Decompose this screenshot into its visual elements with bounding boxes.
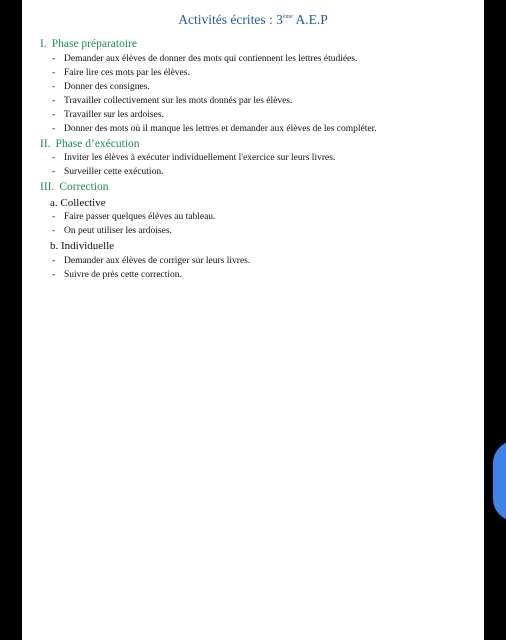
document-page xyxy=(22,0,484,640)
subheading-individual: b. Individuelle xyxy=(50,240,115,252)
list-item: - Inviter les élèves à exécuter individuellement l'exercice sur leurs livres. xyxy=(52,153,336,163)
section-label: Phase préparatoire xyxy=(51,38,137,50)
list-item: - On peut utiliser les ardoises. xyxy=(52,226,172,236)
section-label: Phase d’exécution xyxy=(55,138,140,150)
list-item: - Travailler collectivement sur les mots donnés par les élèves. xyxy=(52,96,293,106)
title-main: Activités écrites : 3 xyxy=(178,12,283,27)
section-number: III. xyxy=(40,181,55,193)
title-rest: A.E.P xyxy=(292,12,328,27)
scroll-handle[interactable] xyxy=(493,441,506,521)
title-superscript: ème xyxy=(282,14,293,20)
list-item: - Donner des consignes. xyxy=(52,82,150,92)
section-number: II. xyxy=(40,138,51,150)
list-item: - Demander aux élèves de corriger sur leurs livres. xyxy=(52,256,251,266)
subheading-collective: a. Collective xyxy=(50,197,106,209)
section-heading-correction xyxy=(40,181,109,193)
section-number: I. xyxy=(40,38,47,50)
section-label: Correction xyxy=(59,181,109,193)
list-item: - Demander aux élèves de donner des mots qui contiennent les lettres étudiées. xyxy=(52,54,358,64)
list-item: - Surveiller cette exécution. xyxy=(52,167,164,177)
list-item: - Suivre de près cette correction. xyxy=(52,270,182,280)
list-item: - Donner des mots où il manque les lettres et demander aux élèves de les compléter. xyxy=(52,124,377,134)
list-item: - Faire lire ces mots par les élèves. xyxy=(52,68,190,78)
section-heading-preparatory xyxy=(40,38,137,50)
list-item: - Faire passer quelques élèves au tableau. xyxy=(52,212,216,222)
list-item: - Travailler sur les ardoises. xyxy=(52,110,164,120)
document-title xyxy=(22,12,484,28)
section-heading-execution xyxy=(40,138,140,150)
